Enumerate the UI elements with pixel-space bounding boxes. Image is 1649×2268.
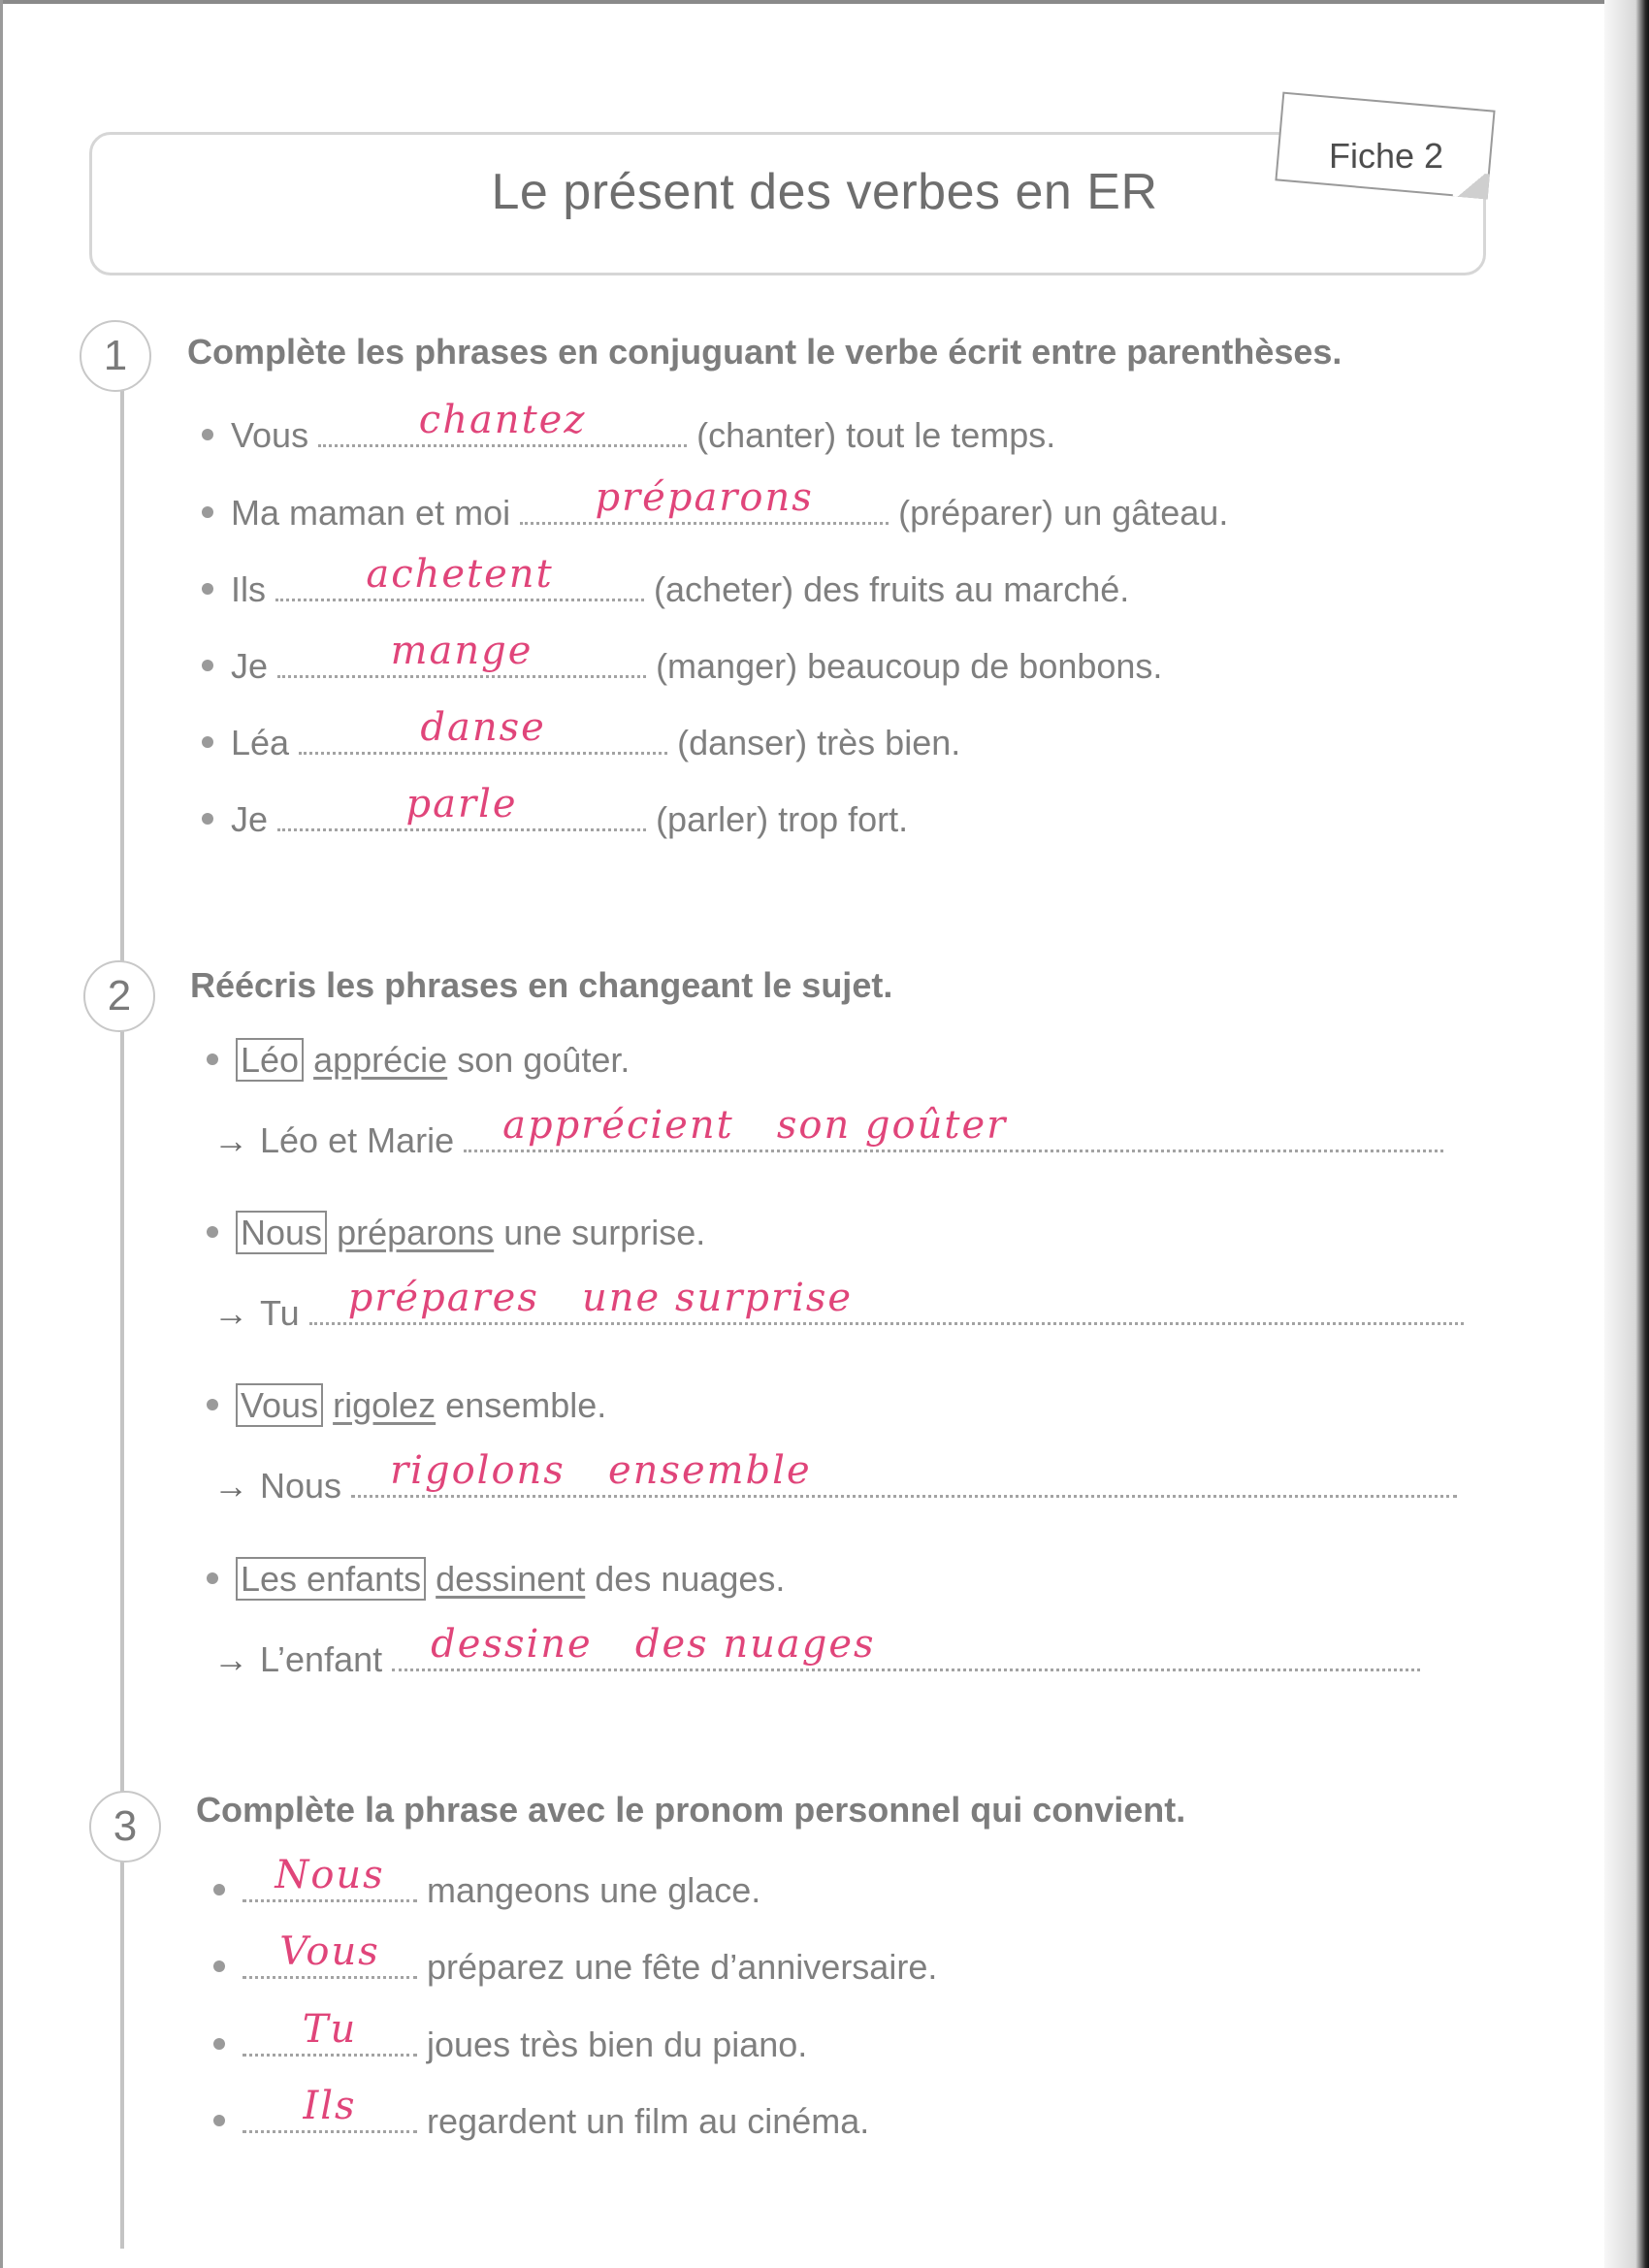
new-subject: Nous bbox=[260, 1466, 342, 1506]
ex1-subject: Ils bbox=[231, 569, 266, 609]
arrow-icon: → bbox=[213, 1293, 248, 1333]
handwritten-answer: Nous bbox=[275, 1853, 385, 1897]
ex1-subject: Ma maman et moi bbox=[231, 493, 511, 533]
ex2-rewrite-4 bbox=[213, 1622, 1420, 1680]
ex1-item-5 bbox=[202, 705, 961, 763]
boxed-subject: Léo bbox=[236, 1038, 304, 1082]
bullet-icon bbox=[213, 2115, 225, 2126]
handwritten-answer: achetent bbox=[366, 552, 554, 597]
ex1-item-2 bbox=[202, 475, 1229, 534]
exercise-2-instruction: Réécris les phrases en changeant le sujet. bbox=[190, 965, 893, 1005]
sentence-rest: des nuages. bbox=[595, 1559, 786, 1599]
handwritten-answer: chantez bbox=[418, 398, 587, 442]
ex3-item-2 bbox=[213, 1929, 938, 1988]
scan-shadow bbox=[1604, 0, 1649, 2268]
ex3-rest: regardent un film au cinéma. bbox=[427, 2101, 870, 2141]
ex2-rewrite-2 bbox=[213, 1276, 1464, 1334]
ex2-rewrite-1 bbox=[213, 1103, 1443, 1161]
bullet-icon bbox=[213, 2038, 225, 2050]
answer-line[interactable] bbox=[464, 1103, 1443, 1152]
ex3-item-4 bbox=[213, 2084, 870, 2142]
answer-verb: apprécient bbox=[502, 1103, 734, 1148]
handwritten-answer: Vous bbox=[279, 1929, 380, 1974]
sentence-rest: ensemble. bbox=[445, 1385, 607, 1425]
answer-blank[interactable] bbox=[318, 398, 687, 447]
ex2-sentence-3 bbox=[207, 1385, 606, 1426]
exercise-1-instruction: Complète les phrases en conjuguant le verbe écrit entre parenthèses. bbox=[187, 332, 1342, 372]
underlined-verb: préparons bbox=[337, 1213, 495, 1252]
exercise-3-number: 3 bbox=[89, 1791, 161, 1863]
ex1-item-6 bbox=[202, 782, 909, 840]
ex1-rest: (chanter) tout le temps. bbox=[696, 415, 1056, 455]
bullet-icon bbox=[213, 1884, 225, 1895]
exercise-2-number: 2 bbox=[83, 960, 155, 1032]
new-subject: L’enfant bbox=[260, 1639, 383, 1679]
handwritten-answer: préparons bbox=[595, 475, 814, 520]
ex2-sentence-2 bbox=[207, 1213, 705, 1253]
ex1-subject: Je bbox=[231, 646, 269, 686]
sentence-rest: son goûter. bbox=[457, 1040, 630, 1080]
bullet-icon bbox=[213, 1960, 225, 1972]
answer-blank[interactable] bbox=[242, 2084, 417, 2133]
answer-line[interactable] bbox=[309, 1276, 1464, 1325]
handwritten-answer: mange bbox=[390, 629, 534, 673]
handwritten-answer bbox=[351, 1448, 1457, 1493]
handwritten-answer: danse bbox=[420, 705, 546, 750]
ex1-subject: Léa bbox=[231, 723, 290, 762]
ex1-rest: (acheter) des fruits au marché. bbox=[654, 569, 1130, 609]
ex1-subject: Vous bbox=[231, 415, 309, 455]
boxed-subject: Vous bbox=[236, 1383, 323, 1427]
ex1-rest: (manger) beaucoup de bonbons. bbox=[656, 646, 1163, 686]
ex2-sentence-1 bbox=[207, 1040, 630, 1081]
arrow-icon: → bbox=[213, 1639, 248, 1679]
bullet-icon bbox=[207, 1572, 218, 1584]
answer-rest: des nuages bbox=[634, 1622, 876, 1667]
underlined-verb: dessinent bbox=[436, 1559, 586, 1599]
ex1-item-1 bbox=[202, 398, 1056, 456]
underlined-verb: rigolez bbox=[333, 1385, 436, 1425]
answer-blank[interactable] bbox=[277, 782, 646, 831]
handwritten-answer bbox=[309, 1276, 1464, 1320]
boxed-subject: Les enfants bbox=[236, 1557, 426, 1601]
answer-rest: ensemble bbox=[607, 1448, 812, 1493]
page-top-edge bbox=[0, 0, 1649, 4]
bullet-icon bbox=[202, 583, 213, 595]
bullet-icon bbox=[202, 429, 213, 440]
answer-rest: son goûter bbox=[776, 1103, 1008, 1148]
ex1-rest: (préparer) un gâteau. bbox=[898, 493, 1229, 533]
underlined-verb: apprécie bbox=[313, 1040, 448, 1080]
ex1-rest: (danser) très bien. bbox=[677, 723, 961, 762]
ex1-rest: (parler) trop fort. bbox=[656, 799, 909, 839]
handwritten-answer bbox=[392, 1622, 1420, 1667]
page-title: Le présent des verbes en ER bbox=[491, 164, 1158, 220]
answer-rest: une surprise bbox=[582, 1276, 854, 1320]
bullet-icon bbox=[202, 736, 213, 748]
exercise-1-number: 1 bbox=[80, 320, 151, 392]
handwritten-answer: Tu bbox=[302, 2007, 358, 2052]
answer-blank[interactable] bbox=[242, 2007, 417, 2057]
answer-line[interactable] bbox=[351, 1448, 1457, 1498]
answer-blank[interactable] bbox=[520, 475, 889, 525]
answer-blank[interactable] bbox=[275, 552, 644, 601]
arrow-icon: → bbox=[213, 1120, 248, 1160]
sentence-rest: une surprise. bbox=[503, 1213, 706, 1252]
new-subject: Léo et Marie bbox=[260, 1120, 455, 1160]
new-subject: Tu bbox=[260, 1293, 300, 1333]
answer-blank[interactable] bbox=[299, 705, 667, 755]
ex3-rest: joues très bien du piano. bbox=[427, 2025, 808, 2064]
bullet-icon bbox=[202, 660, 213, 671]
bullet-icon bbox=[202, 813, 213, 825]
bullet-icon bbox=[207, 1053, 218, 1065]
ex2-sentence-4 bbox=[207, 1559, 785, 1600]
handwritten-answer bbox=[464, 1103, 1443, 1148]
arrow-icon: → bbox=[213, 1466, 248, 1506]
ex2-rewrite-3 bbox=[213, 1448, 1457, 1507]
handwritten-answer: parle bbox=[405, 782, 518, 826]
answer-verb: dessine bbox=[431, 1622, 593, 1667]
ex3-rest: mangeons une glace. bbox=[427, 1870, 761, 1910]
ex3-item-3 bbox=[213, 2007, 808, 2065]
bullet-icon bbox=[202, 506, 213, 518]
answer-verb: rigolons bbox=[390, 1448, 566, 1493]
bullet-icon bbox=[207, 1226, 218, 1238]
ex3-item-1 bbox=[213, 1853, 761, 1911]
fiche-label: Fiche 2 bbox=[1329, 136, 1444, 176]
ex3-rest: préparez une fête d’anniversaire. bbox=[427, 1947, 938, 1987]
handwritten-answer: Ils bbox=[303, 2084, 357, 2128]
answer-blank[interactable] bbox=[242, 1929, 417, 1979]
answer-blank[interactable] bbox=[242, 1853, 417, 1902]
ex1-item-3 bbox=[202, 552, 1130, 610]
exercise-3-instruction: Complète la phrase avec le pronom personnel qui convient. bbox=[196, 1790, 1186, 1830]
boxed-subject: Nous bbox=[236, 1211, 327, 1254]
answer-blank[interactable] bbox=[277, 629, 646, 678]
ex1-subject: Je bbox=[231, 799, 269, 839]
answer-verb: prépares bbox=[347, 1276, 539, 1320]
page-left-edge bbox=[0, 0, 3, 2268]
margin-line bbox=[120, 386, 124, 2249]
bullet-icon bbox=[207, 1399, 218, 1410]
ex1-item-4 bbox=[202, 629, 1163, 687]
answer-line[interactable] bbox=[392, 1622, 1420, 1671]
